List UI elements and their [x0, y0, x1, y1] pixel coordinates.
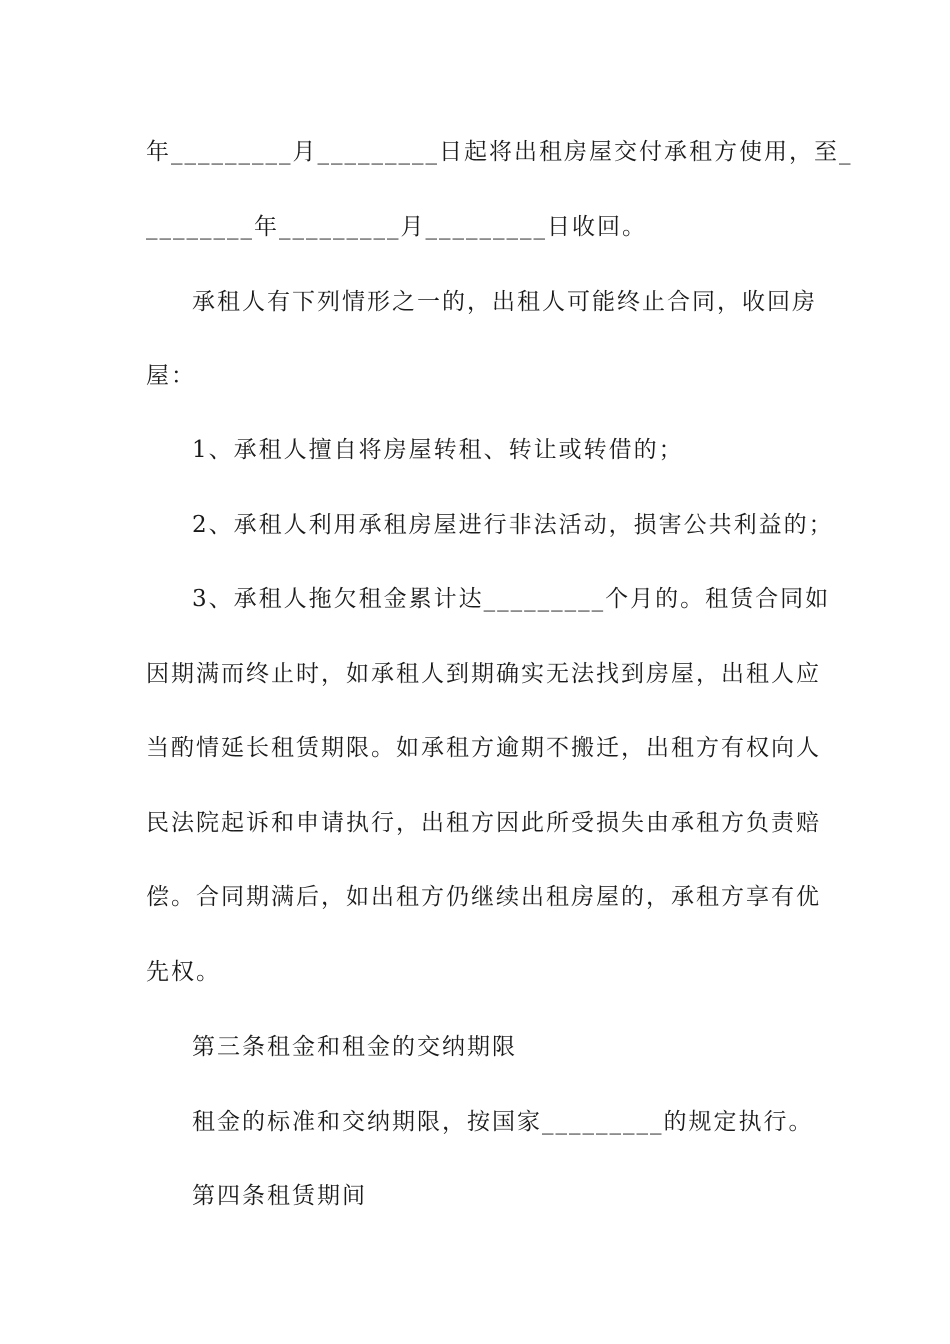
text-line: 民法院起诉和申请执行，出租方因此所受损失由承租方负责赔: [146, 810, 821, 836]
text-line: 承租人有下列情形之一的，出租人可能终止合同，收回房: [192, 289, 817, 315]
text-line: 先权。: [146, 959, 221, 985]
list-item: 2、承租人利用承租房屋进行非法活动，损害公共利益的；: [192, 512, 834, 538]
text-line: 因期满而终止时，如承租人到期确实无法找到房屋，出租人应: [146, 661, 821, 687]
text-line: 偿。合同期满后，如出租方仍继续出租房屋的，承租方享有优: [146, 884, 821, 910]
list-item: 1、承租人擅自将房屋转租、转让或转借的；: [192, 437, 684, 463]
text-line: 屋：: [146, 363, 196, 389]
text-line: ________年_________月_________日收回。: [146, 214, 647, 240]
text-line: 年_________月_________日起将出租房屋交付承租方使用，至_: [146, 139, 853, 165]
section-heading: 第四条租赁期间: [192, 1183, 367, 1209]
section-heading: 第三条租金和租金的交纳期限: [192, 1034, 517, 1060]
text-line: 租金的标准和交纳期限，按国家_________的规定执行。: [192, 1109, 814, 1135]
text-line: 当酌情延长租赁期限。如承租方逾期不搬迁，出租方有权向人: [146, 735, 821, 761]
list-item: 3、承租人拖欠租金累计达_________个月的。租赁合同如: [192, 586, 831, 612]
